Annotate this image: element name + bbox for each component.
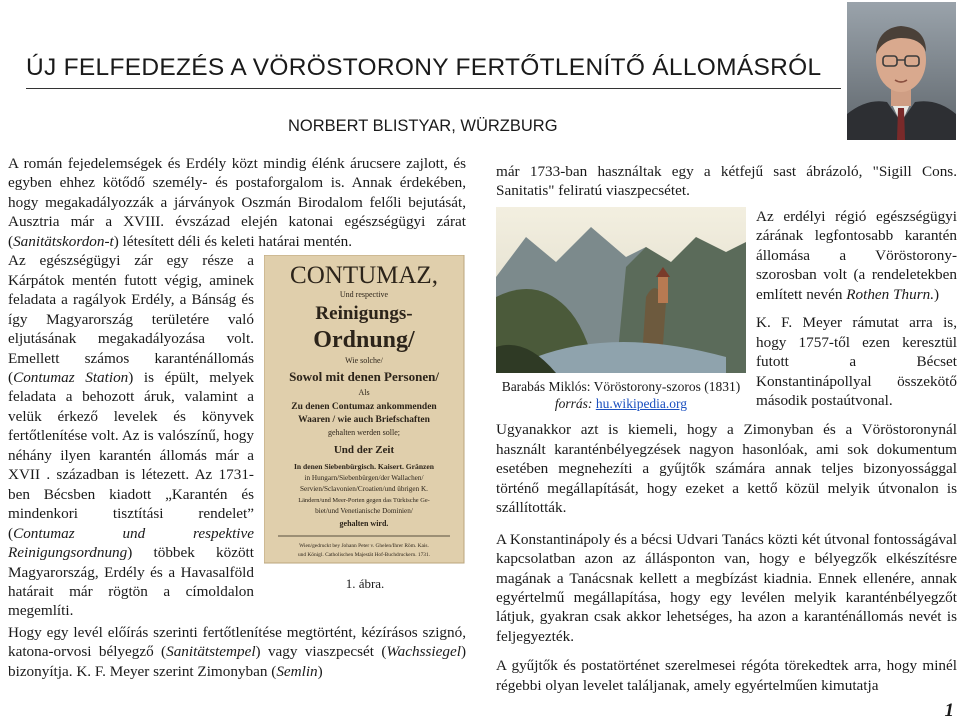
fig1-line-6: Als: [358, 388, 370, 398]
title-rule: [26, 88, 841, 89]
paragraph-r1: már 1733-ban használtak egy a kétfejű sast ábrázoló, "Sigill Cons. Sanitatis" feliratú viaszpecsétet.: [496, 163, 957, 200]
fig1-line-16: gehalten wird.: [339, 519, 389, 529]
fig1-line-0: CONTUMAZ,: [290, 262, 438, 290]
paragraph-2: Az egészségügyi zár egy része a Kárpátok mentén futott végig, aminek feladata a ragályok Erdély, a Bánság és így Magyarország területére való eljutásának megakadályozása volt. Emellett számos karanténállomás (Contumaz Station) is épült, melyek feladata a behozott áruk, valamint a velük érkező levelek és könyvek fertőtlenítése volt. Az is valószínű, hogy néhány ilyen karantén állomás már a XVII . században is létezett. Az 1731-ben Bécsben kiadott „Karantén és mindenkori tisztítási rendelet” (Contumaz und respektive Reinigungsordnung) többek között Magyarország, Erdély és a Havasalföld határait már rögtön a címoldalon megemlíti.: [8, 252, 254, 620]
paragraph-r6: A gyűjtők és postatörténet szerelmesei régóta törekedtek arra, hogy minél régebbi olyan levelet találjanak, amely egyértelműen kimutatja: [496, 657, 957, 694]
figure-2: [496, 207, 746, 412]
fig1-line-11: In denen Siebenbürgisch. Kaisert. Gränzen: [293, 462, 435, 472]
fig1-line-14: Ländern/und Meer-Porten gegen das Türkische Ge-: [298, 497, 430, 505]
right-column: [496, 162, 957, 695]
fig1-line-13: Servien/Sclavonien/Croatien/und übrigen K.: [300, 485, 428, 494]
fig1-line-18: und Königl. Catholischen Majestät Hof-Buchdruckern. 1731.: [297, 552, 431, 559]
fig1-line-4: Wie solche/: [345, 356, 383, 366]
paragraph-r4: Ugyanakkor azt is kiemeli, hogy a Zimonyban és a Vöröstoronynál használt karanténbélyegzések nagyon hasonlóak, ami sok dokumentum esetében megnehezíti a gyűjtők számára annak teljes bizonyossággal történő megállapítását, hogy ezeket a kettő közül melyik útvonalon is szállították.: [496, 421, 957, 517]
author-portrait: [847, 2, 956, 140]
figure-1: [264, 255, 466, 591]
fig1-line-5: Sowol mit denen Personen/: [289, 369, 439, 385]
page-number: 1: [944, 700, 954, 721]
fig1-line-9: gehalten werden solle;: [328, 428, 400, 438]
fig1-line-3: Ordnung/: [313, 327, 415, 354]
fig1-line-2: Reinigungs-: [315, 303, 413, 325]
paragraph-1: A román fejedelemségek és Erdély közt mindig élénk árucsere zajlott, és egyben ehhez kötődő személy- és postaforgalom is. Annak érdekében, hogy megakadályozzák a járványok Oszmán Birodalom felőli bejutását, Ausztria már a XVIII. évszázad elején katonai egészségügyi zárat (Sanitätskordon-t) létesített déli és keleti határai mentén.: [8, 155, 466, 250]
fig1-line-8: Waaren / wie auch Briefschaften: [298, 415, 430, 426]
paragraph-r3: K. F. Meyer rámutat arra is, hogy 1757-től ezen keresztül futott a Bécset Konstantinápollyal összekötő második postaútvonal.: [756, 314, 957, 409]
fig1-line-15: biet/und Venetianische Dominien/: [315, 507, 413, 516]
fig1-line-1: Und respective: [339, 290, 389, 300]
fig1-line-12: in Hungarn/Siebenbürgen/der Wallachen/: [304, 474, 424, 483]
figure-1-label: 1. ábra.: [345, 575, 385, 591]
contumaz-title-page: [264, 255, 466, 565]
source-link[interactable]: hu.wikipedia.org: [595, 396, 688, 412]
figure-2-caption: Barabás Miklós: Vöröstorony-szoros (1831) forrás: hu.wikipedia.org: [501, 379, 741, 412]
left-column: [8, 154, 466, 681]
fig1-line-10: Und der Zeit: [333, 444, 395, 457]
author-byline: NORBERT BLISTYAR, WÜRZBURG: [288, 117, 558, 135]
paragraph-r2: Az erdélyi régió egészségügyi zárának legfontosabb karantén állomása a Vöröstorony-szorosban volt (a rendeletekben említett nevén Rothen Thurn.): [756, 207, 957, 303]
paragraph-3: Hogy egy levél előírás szerinti fertőtlenítése megtörtént, kézírásos szignó, katona-orvosi bélyegző (Sanitätstempel) vagy viaszpecsét (Wachssiegel) bizonyítja. K. F. Meyer szerint Zimonyban (Semlin): [8, 623, 466, 680]
landscape-painting: [496, 207, 746, 373]
article-title: ÚJ FELFEDEZÉS A VÖRÖSTORONY FERTŐTLENÍTŐ ÁLLOMÁSRÓL: [26, 54, 822, 81]
fig1-line-7: Zu denen Contumaz ankommenden: [291, 402, 437, 413]
fig1-line-17: Wien/gedruckt bey Johann Peter v. Ghelen/Ihrer Röm. Kais.: [299, 543, 429, 550]
paragraph-r5: A Konstantinápoly és a bécsi Udvari Tanács közti két útvonal fontosságával kapcsolatban azon az állásponton van, hogy e bélyegzők elkészítésre magának a Tanácsnak kellett a megbízást kiadnia. Ennek ellenére, annak egyértelmű megállapítása, hogy egy levélen melyik karanténbélyegzőt látjuk, gyakran csak akkor lehetséges, ha azon a karanténállomás nevét is feljegyezték.: [496, 530, 957, 645]
